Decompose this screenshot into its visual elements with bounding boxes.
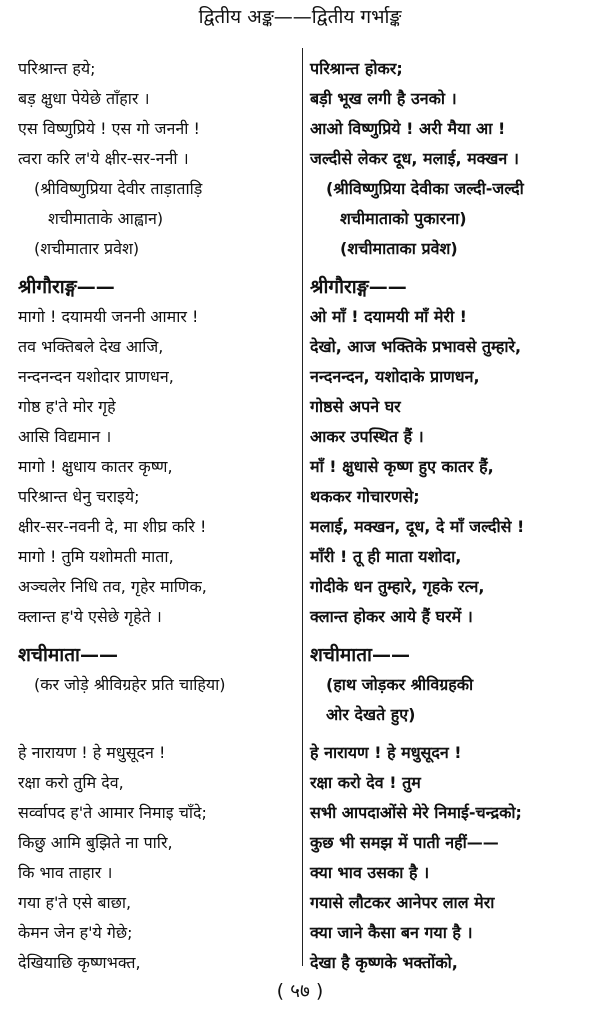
verse-line: सर्व्वापद ह'ते आमार निमाइ चाँदे;	[18, 803, 207, 822]
verse-line: क्या जाने कैसा बन गया है ।	[310, 923, 473, 942]
verse-line: रक्षा करो देव ! तुम	[310, 773, 421, 792]
verse-line: परिश्रान्त होकर;	[310, 59, 403, 78]
verse-line: सभी आपदाओंसे मेरे निमाई-चन्द्रको;	[310, 803, 522, 822]
verse-line: कुछ भी समझ में पाती नहीं——	[310, 833, 499, 852]
stage-direction: (श्रीविष्णुप्रिया देवीर ताड़ाताड़ि	[34, 179, 203, 198]
stage-direction: ओर देखते हुए)	[326, 705, 416, 724]
column-divider	[302, 48, 303, 966]
verse-line: गोष्ठसे अपने घर	[310, 397, 401, 416]
verse-line: आओ विष्णुप्रिये ! अरी मैया आ !	[310, 119, 506, 138]
verse-line: गया ह'ते एसे बाछा,	[18, 893, 132, 912]
verse-line: मागो ! क्षुधाय कातर कृष्ण,	[18, 457, 173, 476]
verse-line: केमन जेन ह'ये गेछे;	[18, 923, 133, 942]
speaker-name: शचीमाता——	[18, 644, 118, 666]
verse-line: तव भक्तिबले देख आजि,	[18, 337, 164, 356]
verse-line: हे नारायण ! हे मधुसूदन !	[310, 743, 462, 762]
verse-line: गोष्ठ ह'ते मोर गृहे	[18, 397, 116, 416]
verse-line: बड़ी भूख लगी है उनको ।	[310, 89, 457, 108]
bengali-column	[18, 54, 296, 978]
verse-line: थककर गोचारणसे;	[310, 487, 420, 506]
page-header: द्वितीय अङ्क——द्वितीय गर्भाङ्क	[198, 6, 402, 28]
verse-line: आसि विद्यमान ।	[18, 427, 112, 446]
verse-line: देखा है कृष्णके भक्तोंको,	[310, 953, 458, 972]
verse-line: ओ माँ ! दयामयी माँ मेरी !	[310, 307, 467, 326]
verse-line: कि भाव ताहार ।	[18, 863, 113, 882]
verse-line: एस विष्णुप्रिये ! एस गो जननी !	[18, 119, 200, 138]
verse-line: देखो, आज भक्तिके प्रभावसे तुम्हारे,	[310, 337, 522, 356]
stage-direction: शचीमाताको पुकारना)	[340, 209, 467, 228]
verse-line: परिश्रान्त धेनु चराइये;	[18, 487, 140, 506]
verse-line: जल्दीसे लेकर दूध, मलाई, मक्खन ।	[310, 149, 519, 168]
verse-line: परिश्रान्त हये;	[18, 59, 96, 78]
stage-direction: (शचीमाताका प्रवेश)	[340, 239, 458, 258]
verse-line: अञ्चलेर निधि तव, गृहेर माणिक,	[18, 577, 207, 596]
verse-line: क्लान्त होकर आये हैं घरमें ।	[310, 607, 473, 626]
speaker-name: श्रीगौराङ्ग——	[310, 276, 407, 298]
stage-direction: (हाथ जोड़कर श्रीविग्रहकी	[326, 675, 474, 694]
verse-line: मलाई, मक्खन, दूध, दे माँ जल्दीसे !	[310, 517, 525, 536]
verse-line: क्षीर-सर-नवनी दे, मा शीघ्र करि !	[18, 517, 207, 536]
stage-direction: शचीमाताके आह्वान)	[48, 209, 164, 228]
verse-line: माँरी ! तू ही माता यशोदा,	[310, 547, 462, 566]
verse-line: गोदीके धन तुम्हारे, गृहके रत्न,	[310, 577, 485, 596]
verse-line: त्वरा करि ल'ये क्षीर-सर-ननी ।	[18, 149, 189, 168]
verse-line: रक्षा करो तुमि देव,	[18, 773, 124, 792]
hindi-column	[310, 54, 592, 978]
verse-line: आकर उपस्थित हैं ।	[310, 427, 424, 446]
verse-line: मागो ! दयामयी जननी आमार !	[18, 307, 199, 326]
verse-line: गयासे लौटकर आनेपर लाल मेरा	[310, 893, 495, 912]
stage-direction: (शचीमातार प्रवेश)	[34, 239, 140, 258]
verse-line: माँ ! क्षुधासे कृष्ण हुए कातर हैं,	[310, 457, 494, 476]
speaker-name: शचीमाता——	[310, 644, 410, 666]
stage-direction: (कर जोड़े श्रीविग्रहेर प्रति चाहिया)	[34, 675, 226, 694]
verse-line: बड़ क्षुधा पेयेछे ताँहार ।	[18, 89, 150, 108]
stage-direction: (श्रीविष्णुप्रिया देवीका जल्दी-जल्दी	[326, 179, 524, 198]
verse-line: देखियाछि कृष्णभक्त,	[18, 953, 141, 972]
verse-line: क्या भाव उसका है ।	[310, 863, 430, 882]
verse-line: नन्दनन्दन यशोदार प्राणधन,	[18, 367, 174, 386]
verse-line: क्लान्त ह'ये एसेछे गृहेते ।	[18, 607, 162, 626]
verse-line: हे नारायण ! हे मधुसूदन !	[18, 743, 166, 762]
verse-line: नन्दनन्दन, यशोदाके प्राणधन,	[310, 367, 480, 386]
verse-line: मागो ! तुमि यशोमती माता,	[18, 547, 174, 566]
verse-line: किछु आमि बुझिते ना पारि,	[18, 833, 173, 852]
speaker-name: श्रीगौराङ्ग——	[18, 276, 115, 298]
page-number: ( ५७ )	[276, 980, 324, 1002]
